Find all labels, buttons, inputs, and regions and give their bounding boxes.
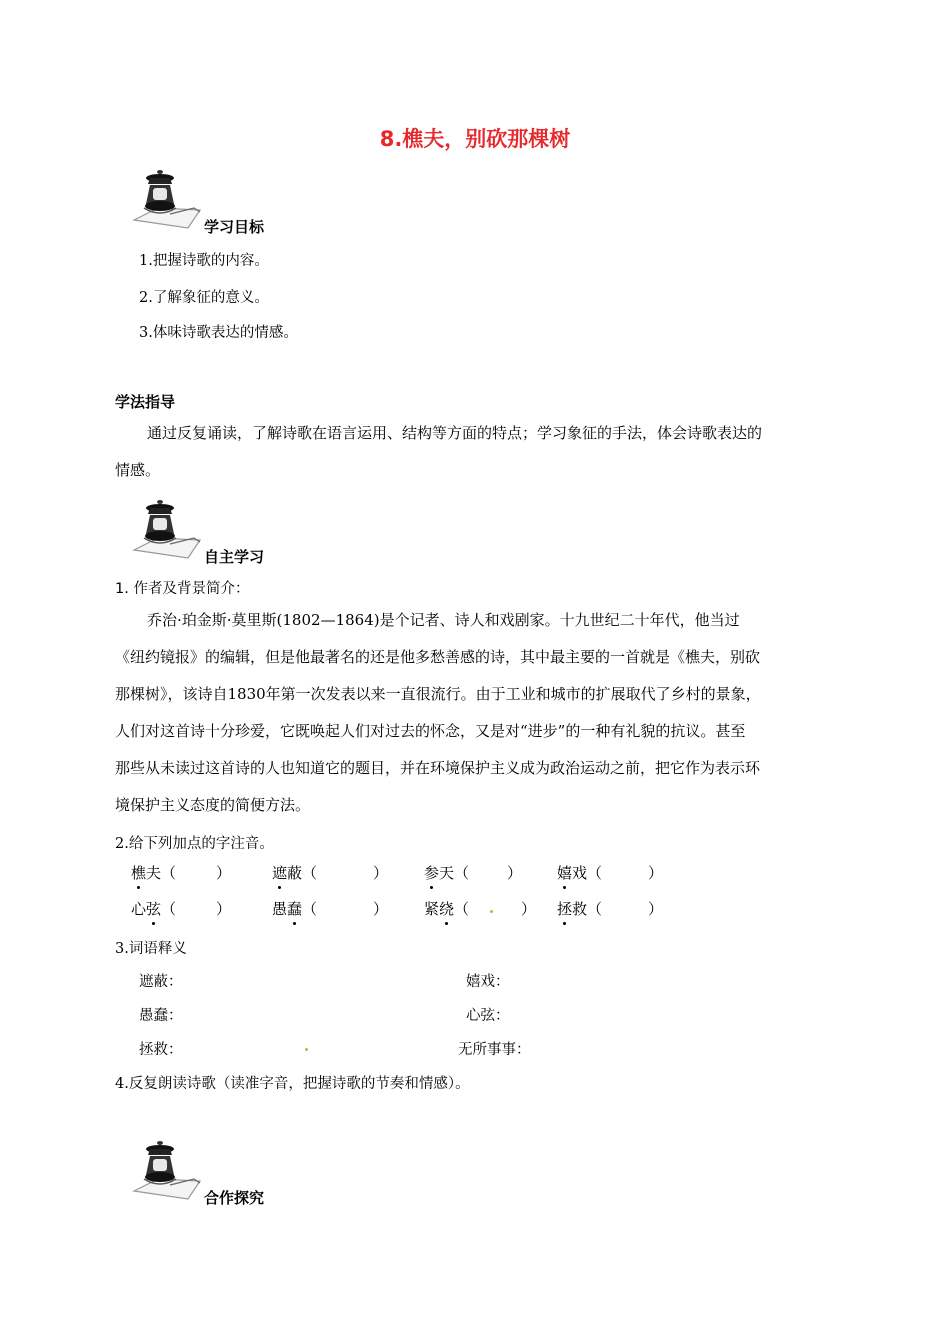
dotted-char: 樵 [131, 864, 147, 882]
print-speck [305, 1048, 308, 1051]
dotted-char: 嬉 [557, 864, 573, 882]
method-line: 通过反复诵读，了解诗歌在语言运用、结构等方面的特点；学习象征的手法，体会诗歌表达的 [147, 424, 763, 442]
term-item: 嬉戏： [466, 974, 510, 990]
question-2-label: 2.给下列加点的字注音。 [115, 836, 274, 852]
method-line: 情感。 [115, 461, 161, 479]
page-title: 8.樵夫，别砍那棵树 [379, 127, 571, 151]
term-item: 无所事事： [458, 1042, 531, 1058]
dotted-char: 蠢 [287, 900, 303, 918]
term-item: 拯救： [139, 1042, 183, 1058]
pinyin-item: 紧绕（ ） [424, 900, 537, 918]
question-3-label: 3.词语释义 [115, 941, 187, 957]
dotted-char: 弦 [146, 900, 162, 918]
question-1-label: 1. 作者及背景简介： [115, 581, 250, 597]
pinyin-item: 樵夫（ ） [131, 864, 232, 882]
goal-item: 1.把握诗歌的内容。 [139, 253, 269, 269]
pinyin-item: 参天（ ） [424, 864, 523, 882]
dotted-char: 遮 [272, 864, 288, 882]
dotted-char: 拯 [557, 900, 573, 918]
background-line: 那棵树》，该诗自1830年第一次发表以来一直很流行。由于工业和城市的扩展取代了乡村的景象， [115, 685, 761, 703]
background-line: 《纽约镜报》的编辑，但是他最著名的还是他多愁善感的诗，其中最主要的一首就是《樵夫，别砍 [115, 648, 761, 666]
goal-item: 2.了解象征的意义。 [139, 290, 269, 306]
term-item: 愚蠢： [139, 1008, 183, 1024]
dotted-char: 绕 [439, 900, 455, 918]
dotted-char: 参 [424, 864, 440, 882]
term-item: 心弦： [466, 1008, 510, 1024]
pinyin-item: 愚蠢（ ） [272, 900, 389, 918]
term-item: 遮蔽： [139, 974, 183, 990]
print-speck [490, 910, 493, 913]
lantern-reading-icon [130, 1139, 202, 1201]
section-heading-cooperate: 合作探究 [204, 1189, 265, 1207]
lantern-reading-icon [130, 498, 202, 560]
question-4-label: 4.反复朗读诗歌（读准字音，把握诗歌的节奏和情感）。 [115, 1076, 470, 1092]
background-line: 那些从未读过这首诗的人也知道它的题目，并在环境保护主义成为政治运动之前，把它作为表示环 [115, 759, 761, 777]
pinyin-item: 嬉戏（ ） [557, 864, 664, 882]
background-line: 人们对这首诗十分珍爱，它既唤起人们对过去的怀念，又是对“进步”的一种有礼貌的抗议。甚至 [115, 722, 746, 740]
background-line: 境保护主义态度的简便方法。 [115, 796, 311, 814]
section-heading-goals: 学习目标 [204, 218, 265, 236]
pinyin-item: 拯救（ ） [557, 900, 664, 918]
section-heading-self-study: 自主学习 [204, 548, 265, 566]
section-heading-method: 学法指导 [115, 393, 176, 411]
goal-item: 3.体味诗歌表达的情感。 [139, 325, 298, 341]
background-line: 乔治·珀金斯·莫里斯(1802—1864)是个记者、诗人和戏剧家。十九世纪二十年代，他当过 [147, 611, 740, 629]
pinyin-item: 心弦（ ） [131, 900, 232, 918]
lantern-reading-icon [130, 168, 202, 230]
pinyin-item: 遮蔽（ ） [272, 864, 389, 882]
